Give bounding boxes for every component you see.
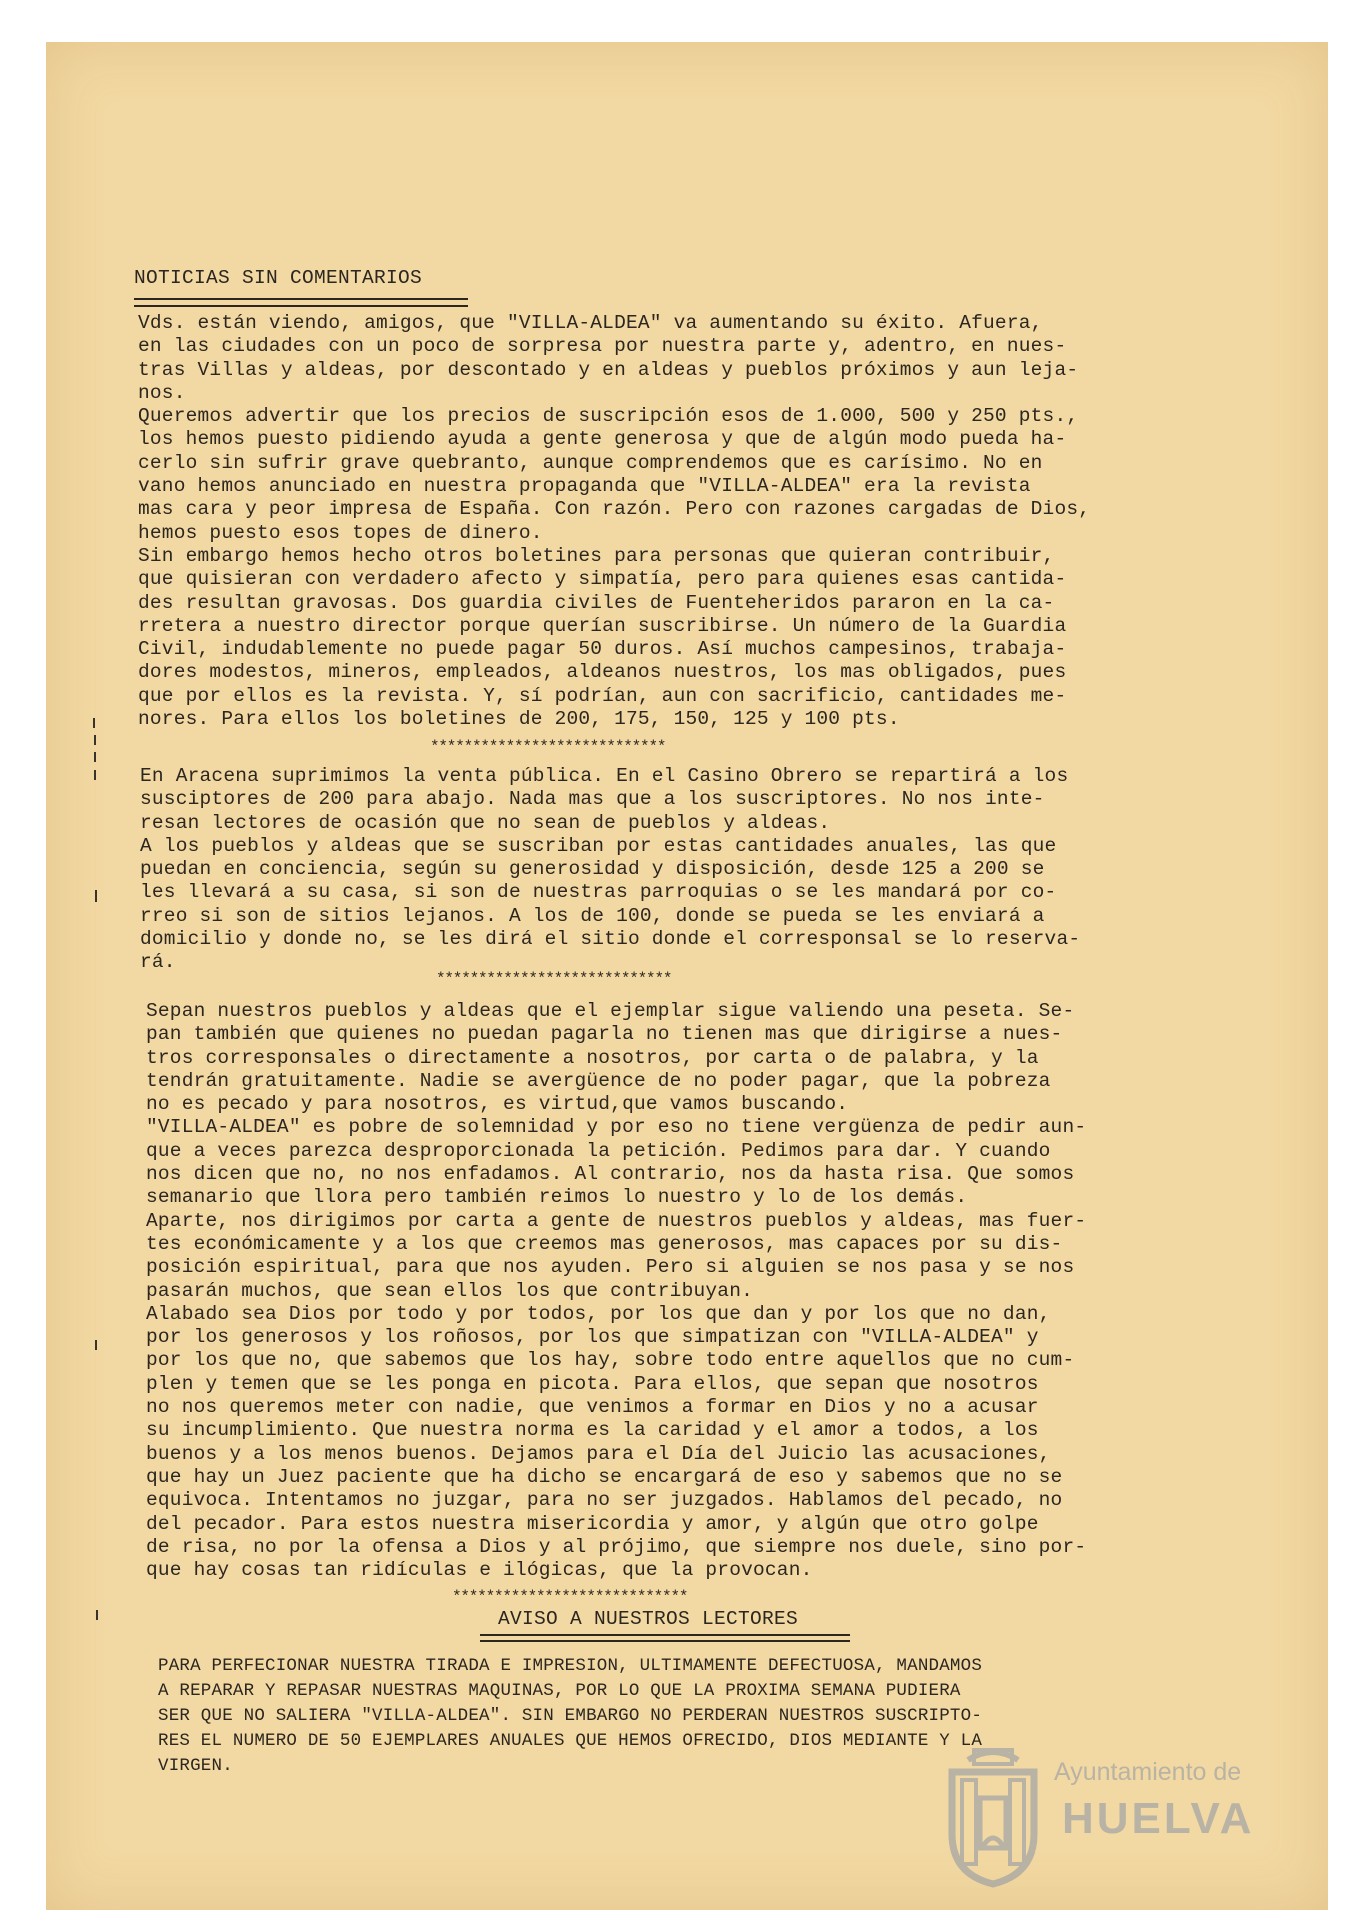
text-line: rretera a nuestro director porque querían suscribirse. Un número de la Guardia (138, 614, 1067, 637)
margin-mark (94, 770, 96, 780)
text-line: rá. (140, 951, 176, 974)
text-line: nos dicen que no, no nos enfadamos. Al contrario, nos da hasta risa. Que somos (146, 1163, 1075, 1186)
text-line: no es pecado y para nosotros, es virtud,que vamos buscando. (146, 1093, 849, 1116)
text-line: A los pueblos y aldeas que se suscriban por estas cantidades anuales, las que (140, 834, 1057, 857)
separator-1: **************************** (430, 738, 666, 756)
title-underline (134, 298, 468, 307)
text-line: que por ellos es la revista. Y, sí podrían, aun con sacrificio, cantidades me- (138, 684, 1067, 707)
text-line: VIRGEN. (158, 1756, 233, 1776)
city-shield-icon (938, 1738, 1048, 1888)
text-line: posición espiritual, para que nos ayuden. Pero si alguien se nos pasa y se nos (146, 1256, 1075, 1279)
section-3-text (146, 1000, 1086, 1582)
text-line: semanario que llora pero también reimos lo nuestro y lo de los demás. (146, 1186, 968, 1209)
text-line: pasarán muchos, que sean ellos los que contribuyan. (146, 1279, 753, 1302)
text-line: puedan en conciencia, según su generosidad y disposición, desde 125 a 200 se (140, 858, 1045, 881)
notice-title-underline (480, 1634, 850, 1642)
notice-title: AVISO A NUESTROS LECTORES (498, 1608, 799, 1630)
text-line: vano hemos anunciado en nuestra propaganda que "VILLA-ALDEA" era la revista (138, 475, 1031, 498)
text-line: Queremos advertir que los precios de suscripción esos de 1.000, 500 y 250 pts., (138, 405, 1079, 428)
text-line: Vds. están viendo, amigos, que "VILLA-ALDEA" va aumentando su éxito. Afuera, (138, 312, 1043, 334)
margin-mark (95, 1340, 97, 1350)
text-line: "VILLA-ALDEA" es pobre de solemnidad y por eso no tiene vergüenza de pedir aun- (146, 1116, 1087, 1139)
text-line: por los generosos y los roñosos, por los que simpatizan con "VILLA-ALDEA" y (146, 1326, 1039, 1349)
text-line: les llevará a su casa, si son de nuestras parroquias o se les mandará por co- (140, 881, 1057, 904)
watermark-text-bottom: HUELVA (1062, 1794, 1255, 1843)
text-line: nos. (138, 381, 186, 404)
text-line: tendrán gratuitamente. Nadie se avergüence de no poder pagar, que la pobreza (146, 1069, 1051, 1092)
text-line: nores. Para ellos los boletines de 200, 175, 150, 125 y 100 pts. (138, 708, 900, 731)
text-line: que a veces parezca desproporcionada la petición. Pedimos para dar. Y cuando (146, 1139, 1051, 1162)
text-line: Alabado sea Dios por todo y por todos, por los que dan y por los que no dan, (146, 1302, 1051, 1325)
text-line: equivoca. Intentamos no juzgar, para no ser juzgados. Hablamos del pecado, no (146, 1489, 1063, 1512)
text-line: los hemos puesto pidiendo ayuda a gente generosa y que de algún modo pueda ha- (138, 428, 1067, 451)
text-line: plen y temen que se les ponga en picota. Para ellos, que sepan que nosotros (146, 1372, 1039, 1395)
text-line: tes económicamente y a los que creemos mas generosos, mas capaces por su dis- (146, 1232, 1063, 1255)
text-line: por los que no, que sabemos que los hay, sobre todo entre aquellos que no cum- (146, 1349, 1075, 1372)
text-line: no nos queremos meter con nadie, que venimos a formar en Dios y no a acusar (146, 1396, 1039, 1419)
separator-3: **************************** (452, 1588, 688, 1606)
text-line: Aparte, nos dirigimos por carta a gente de nuestros pueblos y aldeas, mas fuer- (146, 1209, 1087, 1232)
section-1-text (138, 312, 1090, 731)
text-line: rreo si son de sitios lejanos. A los de 100, donde se pueda se les enviará a (140, 904, 1045, 927)
margin-mark (95, 890, 97, 902)
text-line: cerlo sin sufrir grave quebranto, aunque comprendemos que es carísimo. No en (138, 451, 1043, 474)
text-line: domicilio y donde no, se les dirá el sitio donde el corresponsal se lo reserva- (140, 928, 1081, 951)
notice-text (158, 1654, 982, 1779)
text-line: SER QUE NO SALIERA "VILLA-ALDEA". SIN EMBARGO NO PERDERAN NUESTROS SUSCRIPTO- (158, 1706, 983, 1726)
text-line: Sin embargo hemos hecho otros boletines para personas que quieran contribuir, (138, 544, 1055, 567)
text-line: des resultan gravosas. Dos guardia civiles de Fuenteheridos pararon en la ca- (138, 591, 1055, 614)
text-line: resan lectores de ocasión que no sean de pueblos y aldeas. (140, 811, 831, 834)
text-line: tros corresponsales o directamente a nosotros, por carta o de palabra, y la (146, 1046, 1039, 1069)
text-line: susciptores de 200 para abajo. Nada mas que a los suscriptores. No nos inte- (140, 788, 1045, 811)
separator-2: **************************** (436, 970, 672, 988)
text-line: hemos puesto esos topes de dinero. (138, 521, 543, 544)
text-line: buenos y a los menos buenos. Dejamos para el Día del Juicio las acusaciones, (146, 1442, 1051, 1465)
text-line: PARA PERFECIONAR NUESTRA TIRADA E IMPRESION, ULTIMAMENTE DEFECTUOSA, MANDAMOS (158, 1656, 983, 1676)
margin-mark (94, 752, 96, 762)
text-line: su incumplimiento. Que nuestra norma es la caridad y el amor a todos, a los (146, 1419, 1039, 1442)
text-line: que quisieran con verdadero afecto y simpatía, pero para quienes esas cantida- (138, 568, 1067, 591)
text-line: RES EL NUMERO DE 50 EJEMPLARES ANUALES QUE HEMOS OFRECIDO, DIOS MEDIANTE Y LA (158, 1731, 983, 1751)
section-2-text (140, 765, 1080, 975)
text-line: pan también que quienes no puedan pagarla no tienen mas que dirigirse a nues- (146, 1023, 1063, 1046)
text-line: que hay un Juez paciente que ha dicho se encargará de eso y sabemos que no se (146, 1465, 1063, 1488)
text-line: Sepan nuestros pueblos y aldeas que el ejemplar sigue valiendo una peseta. Se- (146, 1000, 1075, 1022)
text-line: dores modestos, mineros, empleados, aldeanos nuestros, los mas obligados, pues (138, 661, 1067, 684)
text-line: En Aracena suprimimos la venta pública. En el Casino Obrero se repartirá a los (140, 765, 1069, 787)
text-line: A REPARAR Y REPASAR NUESTRAS MAQUINAS, POR LO QUE LA PROXIMA SEMANA PUDIERA (158, 1681, 961, 1701)
text-line: en las ciudades con un poco de sorpresa por nuestra parte y, adentro, en nues- (138, 335, 1067, 358)
text-line: del pecador. Para estos nuestra misericordia y amor, y algún que otro golpe (146, 1512, 1039, 1535)
text-line: tras Villas y aldeas, por descontado y en aldeas y pueblos próximos y aun leja- (138, 358, 1079, 381)
margin-mark (94, 735, 96, 745)
margin-mark (96, 1610, 98, 1620)
text-line: que hay cosas tan ridículas e ilógicas, que la provocan. (146, 1559, 813, 1582)
watermark-text-top: Ayuntamiento de (1054, 1758, 1242, 1786)
text-line: Civil, indudablemente no puede pagar 50 duros. Así muchos campesinos, trabaja- (138, 638, 1067, 661)
margin-mark (93, 718, 95, 728)
text-line: de risa, no por la ofensa a Dios y al prójimo, que siempre nos duele, sino por- (146, 1535, 1087, 1558)
watermark (938, 1738, 1255, 1888)
page-title: NOTICIAS SIN COMENTARIOS (134, 267, 423, 289)
text-line: mas cara y peor impresa de España. Con razón. Pero con razones cargadas de Dios, (138, 498, 1091, 521)
